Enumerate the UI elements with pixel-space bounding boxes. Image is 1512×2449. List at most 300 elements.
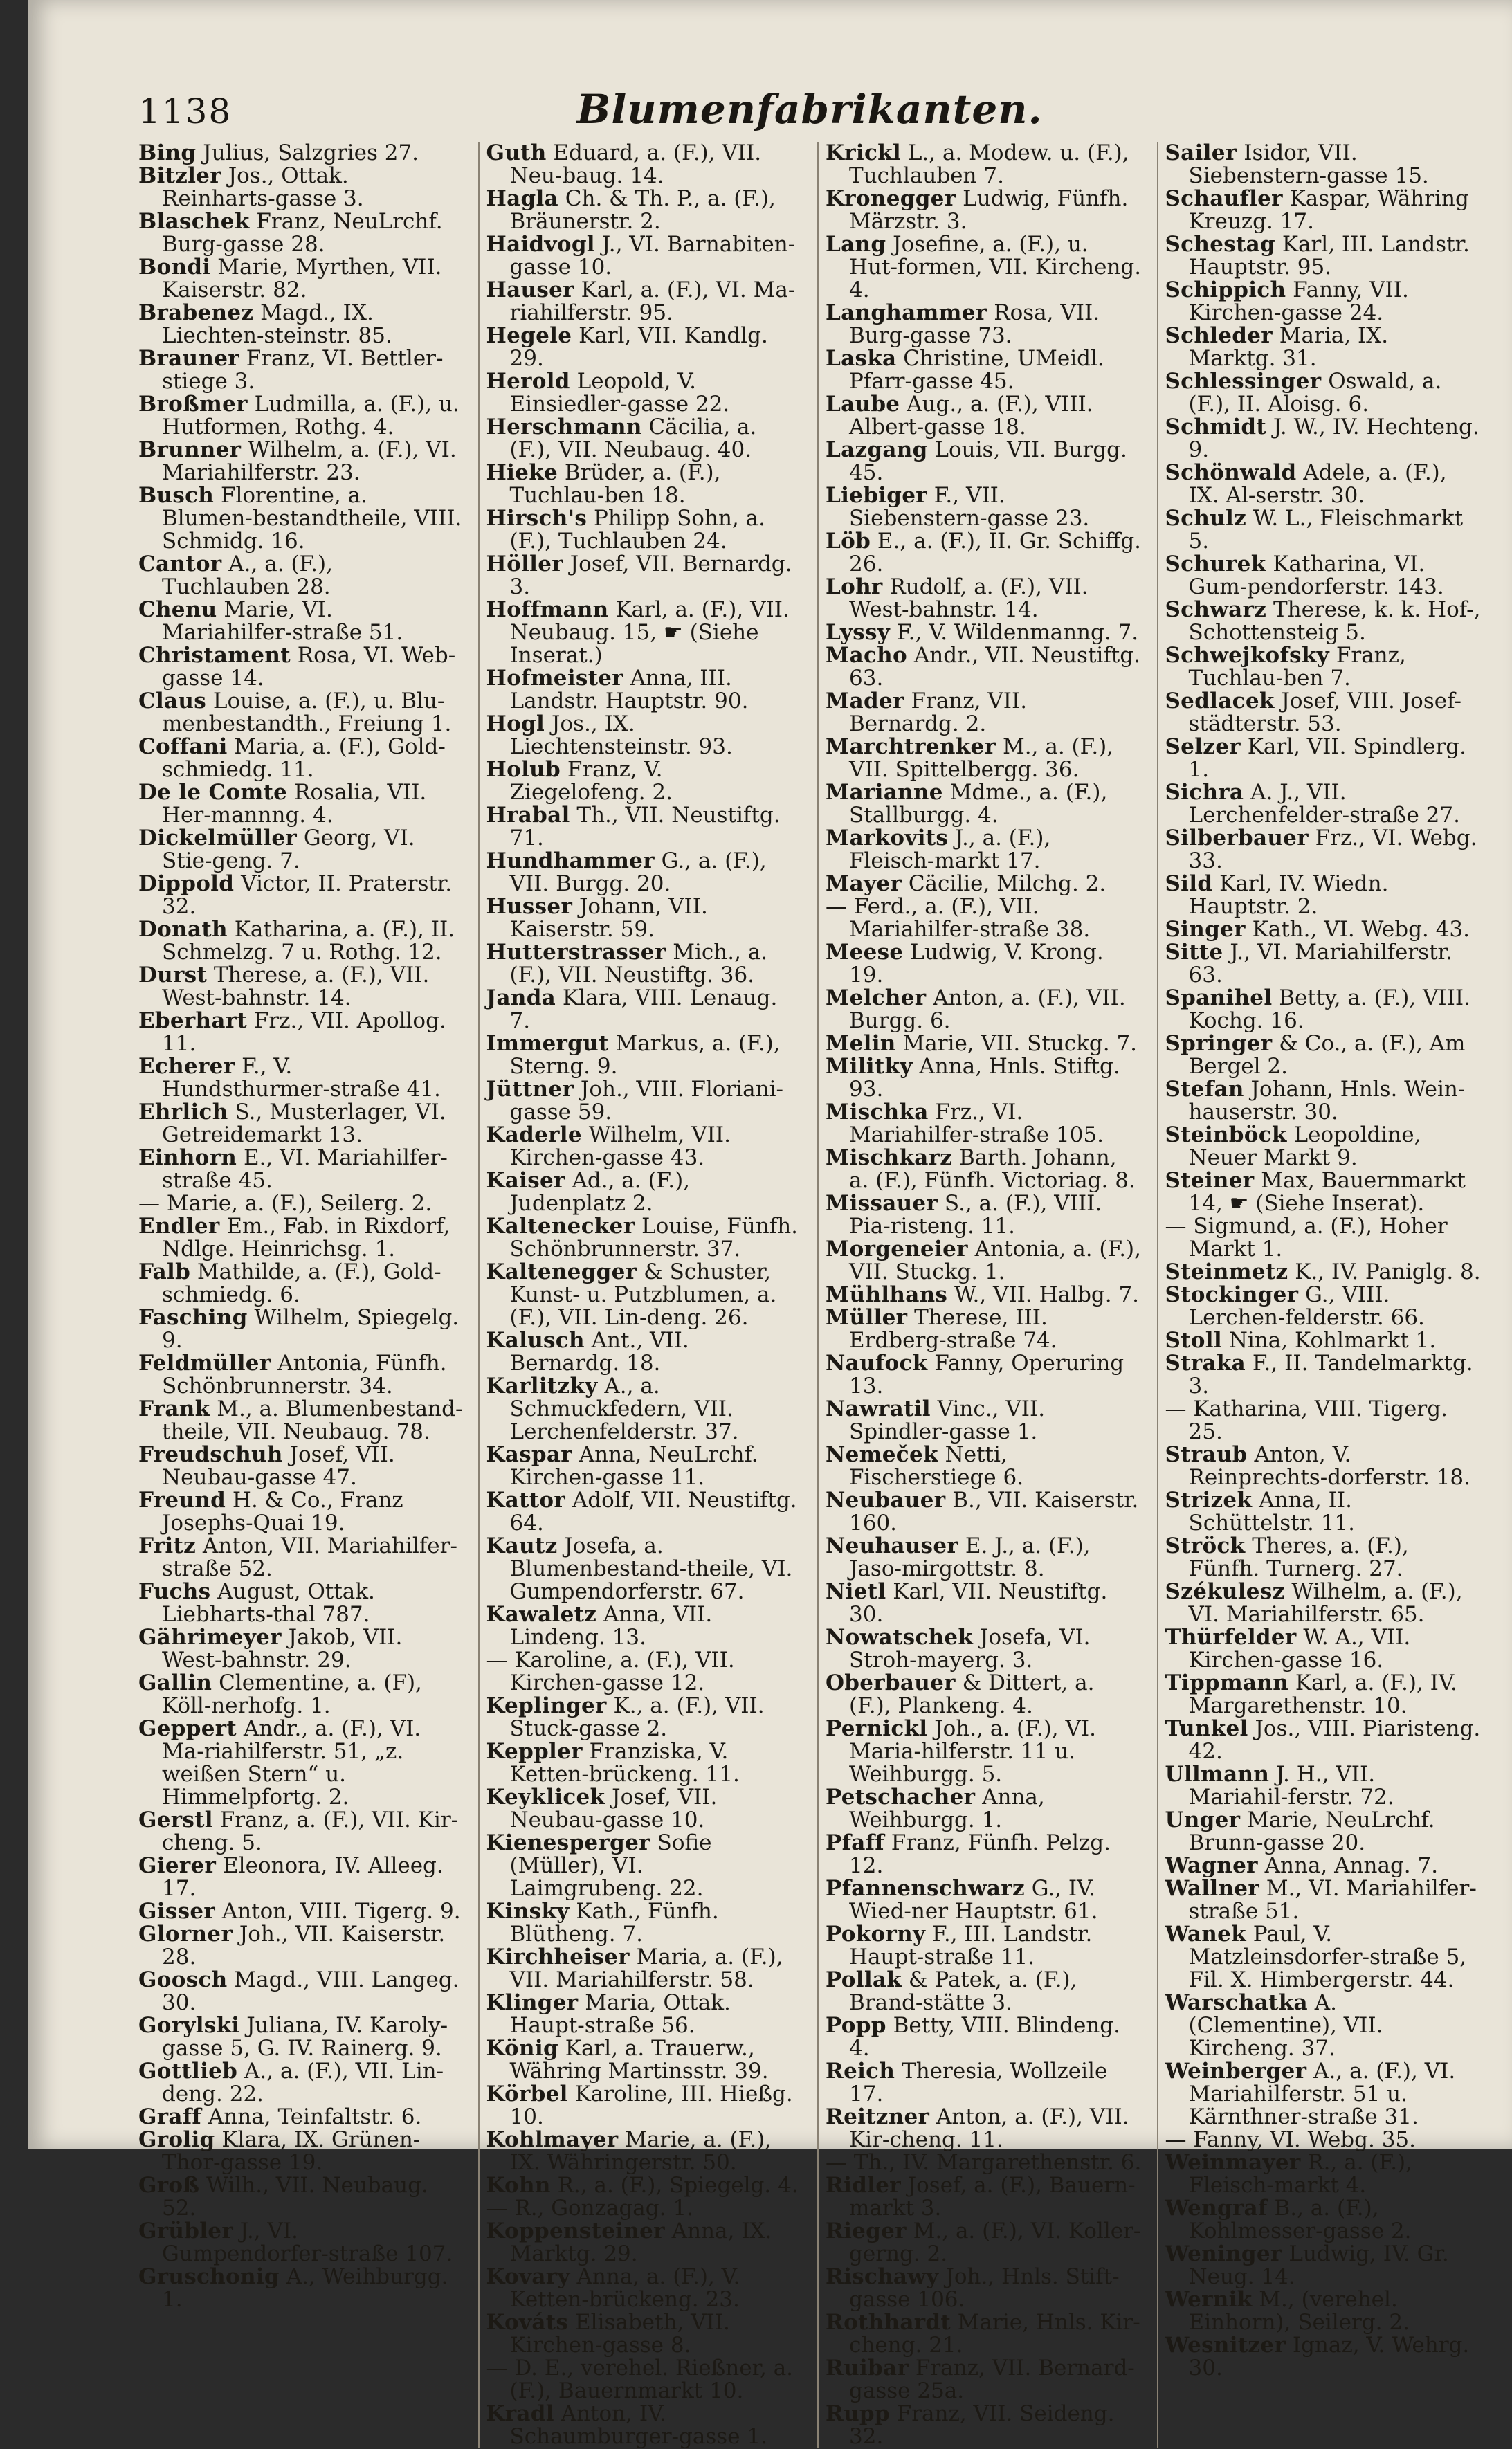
entry-name: Hegele [486,323,572,348]
book-page [28,0,1512,2449]
entry-name: Husser [486,894,573,919]
directory-entry [1165,1169,1482,1215]
directory-entry [138,1809,463,1855]
entry-details: Josefine, a. (F.), u. Hut-formen, VII. Kircheng. 4. [849,232,1142,302]
entry-name: Langhammer [826,300,987,325]
directory-entry [1165,1877,1482,1923]
entry-details: & Dittert, a. (F.), Plankeng. 4. [849,1670,1095,1718]
entry-name: Kinsky [486,1899,570,1924]
entry-name: Kienesperger [486,1830,650,1855]
directory-entry [826,2174,1142,2220]
entry-name: Petschacher [826,1785,976,1810]
entry-details: M., (verehel. Einhorn), Seilerg. 2. [1188,2287,1410,2335]
entry-details: Anna, Teinfaltstr. 6. [201,2104,422,2129]
entry-name: Weninger [1165,2241,1282,2266]
entry-details: W., VII. Halbg. 7. [947,1282,1140,1307]
entry-name: Dippold [138,871,235,896]
entry-details: Rosalia, VII. Her-mannng. 4. [162,780,427,828]
entry-details: Sofie (Müller), VI. Laimgrubeng. 22. [509,1830,712,1901]
entry-details: Therese, k. k. Hof-, Schottensteig 5. [1188,597,1481,645]
entry-details: Anna, III. Landstr. Hauptstr. 90. [509,666,749,713]
directory-entry [138,1489,463,1535]
entry-name: Pernickl [826,1716,928,1741]
directory-entry [486,2197,803,2220]
entry-name: Ehrlich [138,1100,228,1125]
directory-entry [138,2220,463,2266]
entry-name: Haidvogl [486,232,595,257]
entry-details: Anton, V. Reinprechts-dorferstr. 18. [1188,1442,1470,1490]
directory-entry [1165,1261,1482,1284]
entry-name: Kaiser [486,1168,565,1193]
directory-entry [486,667,803,713]
entry-name: Kaspar [486,1442,572,1467]
directory-entry [1165,644,1482,690]
entry-name: Wanek [1165,1922,1246,1947]
entry-name: Holub [486,757,561,782]
entry-name: Ullmann [1165,1762,1270,1787]
entry-details: — Katharina, VIII. Tigerg. 25. [1165,1396,1448,1444]
entry-details: J., VI. Mariahilferstr. 63. [1188,940,1452,987]
entry-name: Mader [826,689,904,713]
entry-name: Hutterstrasser [486,940,666,965]
entry-details: K., a. (F.), VII. Stuck-gasse 2. [509,1693,765,1741]
entry-details: Franz, VII. Bernard-gasse 25a. [849,2356,1135,2403]
entry-name: Pfaff [826,1830,884,1855]
entry-details: Juliana, IV. Karoly-gasse 5, G. IV. Rainerg. 9. [162,2013,448,2061]
entry-details: Louise, a. (F.), u. Blu-menbestandth., Freiung 1. [162,689,452,736]
directory-entry [138,2174,463,2220]
entry-name: Busch [138,483,215,508]
page-title: Blumenfabrikanten. [576,86,1043,133]
directory-entry [138,1192,463,1215]
entry-name: Freudschuh [138,1442,283,1467]
entry-name: Székulesz [1165,1579,1285,1604]
entry-name: Weinmayer [1165,2150,1301,2175]
directory-entry [138,827,463,873]
directory-entry [1165,1329,1482,1352]
entry-details: G., IV. Wied-ner Hauptstr. 61. [849,1876,1098,1924]
entry-details: A. (Clementine), VII. Kircheng. 37. [1188,1990,1383,2061]
directory-entry [826,1307,1142,1352]
directory-entry [486,370,803,416]
entry-name: Lyssy [826,620,891,645]
entry-details: Kath., VI. Webg. 43. [1245,917,1470,942]
directory-entry [138,1101,463,1147]
entry-details: — D. E., verehel. Rießner, a. (F.), Bauernmarkt 10. [486,2356,794,2403]
directory-entry [138,644,463,690]
entry-name: Warschatka [1165,1990,1308,2015]
directory-entry [138,1626,463,1672]
directory-entry [1165,142,1482,188]
directory-entry [138,393,463,439]
entry-details: — Karoline, a. (F.), VII. Kirchen-gasse 12. [486,1648,735,1695]
directory-entry [826,736,1142,781]
directory-entry [486,2403,803,2448]
entry-name: Einhorn [138,1145,237,1170]
directory-entry [826,530,1142,576]
directory-entry [486,2129,803,2174]
directory-entry [138,1055,463,1101]
entry-details: Jakob, VII. West-bahnstr. 29. [162,1625,403,1673]
entry-name: Melin [826,1031,896,1056]
entry-name: Hirsch's [486,506,588,531]
entry-details: Frz., VII. Apollog. 11. [162,1008,446,1056]
entry-name: Spanihel [1165,985,1273,1010]
entry-details: Franz, NeuLrchf. Burg-gasse 28. [162,209,443,257]
entry-name: Frank [138,1396,210,1421]
entry-details: A., a. (F.), VI. Mariahilferstr. 51 u. Kärnthner-straße 31. [1188,2059,1456,2129]
entry-name: Löb [826,529,871,554]
entry-details: Anton, VIII. Tigerg. 9. [215,1899,461,1924]
entry-details: Josefa, VI. Stroh-mayerg. 3. [849,1625,1091,1673]
directory-entry [1165,1398,1482,1444]
entry-details: S., Musterlager, VI. Getreidemarkt 13. [162,1100,446,1147]
entry-name: Pollak [826,1967,902,1992]
directory-entry [1165,1078,1482,1124]
entry-name: Kohn [486,2173,551,2198]
directory-entry [826,1055,1142,1101]
entry-name: Strizek [1165,1488,1253,1513]
entry-name: Kaltenecker [486,1214,635,1239]
directory-entry [826,1581,1142,1626]
entry-name: Krickl [826,140,901,165]
entry-details: & Co., a. (F.), Am Bergel 2. [1188,1031,1466,1079]
entry-name: Geppert [138,1716,237,1741]
directory-entry [138,1398,463,1444]
entry-name: Schönwald [1165,460,1297,485]
entry-details: F., V. Wildenmanng. 7. [890,620,1139,645]
entry-name: Rischawy [826,2264,939,2289]
entry-name: Glorner [138,1922,233,1947]
entry-details: Anna, Hnls. Stiftg. 93. [849,1054,1120,1102]
entry-details: Leopoldine, Neuer Markt 9. [1188,1122,1421,1170]
directory-entry [826,2403,1142,2448]
entry-details: M., VI. Mariahilfer-straße 51. [1188,1876,1477,1924]
entry-details: Josef, VII. Neubau-gasse 47. [162,1442,395,1490]
entry-details: Rosa, VII. Burg-gasse 73. [849,300,1100,348]
entry-details: Marie, Myrthen, VII. Kaiserstr. 82. [162,255,442,302]
entry-details: Johann, VII. Kaiserstr. 59. [509,894,708,942]
entry-name: Ridler [826,2173,901,2198]
entry-name: Schippich [1165,277,1286,302]
entry-name: Ströck [1165,1533,1246,1558]
entry-details: — Fanny, VI. Webg. 35. [1165,2127,1416,2152]
entry-name: Tunkel [1165,1716,1248,1741]
entry-name: Neuhauser [826,1533,958,1558]
directory-entry [826,1672,1142,1718]
directory-entry [826,393,1142,439]
entry-details: Ignaz, V. Wehrg. 30. [1188,2333,1470,2380]
entry-name: Christament [138,643,291,668]
directory-entry [486,553,803,599]
directory-entry [486,1832,803,1900]
page-header [138,82,1481,144]
entry-name: Koppensteiner [486,2219,665,2243]
directory-entry [486,1992,803,2037]
entry-name: Schurek [1165,552,1266,576]
directory-entry [138,1672,463,1718]
entry-name: Müller [826,1305,908,1330]
directory-entry [486,2311,803,2357]
directory-entry [486,2083,803,2129]
entry-name: Mischkarz [826,1145,953,1170]
entry-name: Rothhardt [826,2310,951,2335]
entry-name: Gerstl [138,1808,213,1832]
entry-details: M., a. (F.), VI. Koller-gerng. 2. [849,2219,1141,2266]
entry-name: Wengraf [1165,2196,1268,2221]
entry-name: Oberbauer [826,1670,956,1695]
entry-details: Theresia, Wollzeile 17. [849,2059,1108,2106]
directory-entry [1165,918,1482,941]
entry-name: Keppler [486,1739,583,1764]
entry-details: J. W., IV. Hechteng. 9. [1188,415,1479,462]
entry-name: Hundhammer [486,848,655,873]
entry-name: Coffani [138,734,228,759]
directory-entry [138,1718,463,1809]
entry-name: Bondi [138,255,211,280]
directory-entry [486,1078,803,1124]
entry-name: Silberbauer [1165,826,1309,850]
directory-entry [826,302,1142,347]
entry-details: Klara, IX. Grünen-Thor-gasse 19. [162,2127,421,2175]
entry-name: Keplinger [486,1693,607,1718]
directory-entry [1165,2060,1482,2129]
directory-entry [486,599,803,667]
directory-entry [1165,1581,1482,1626]
directory-entry [826,941,1142,987]
entry-name: Liebiger [826,483,927,508]
entry-name: Lazgang [826,437,928,462]
entry-name: Militky [826,1054,913,1079]
entry-name: Hrabal [486,803,570,828]
directory-entry [826,1923,1142,1969]
entry-details: F., III. Landstr. Haupt-straße 11. [849,1922,1093,1969]
entry-details: Fanny, VII. Kirchen-gasse 24. [1188,277,1409,325]
directory-entry [486,279,803,325]
entry-details: Marie, VI. Mariahilfer-straße 51. [162,597,403,645]
entry-details: Anton, a. (F.), VII. Burgg. 6. [849,985,1126,1033]
directory-entry [1165,2334,1482,2380]
directory-entry [1165,507,1482,553]
entry-details: A., a. (F.), VII. Lin-deng. 22. [162,2059,444,2106]
entry-name: Stoll [1165,1328,1222,1353]
entry-details: Josef, VII. Neubau-gasse 10. [509,1785,718,1832]
directory-entry [138,1147,463,1192]
entry-name: Stefan [1165,1077,1244,1102]
entry-details: Nina, Kohlmarkt 1. [1221,1328,1437,1353]
directory-entry [826,1284,1142,1307]
entry-details: Klara, VIII. Lenaug. 7. [509,985,778,1033]
entry-details: Eduard, a. (F.), VII. Neu-baug. 14. [509,140,762,188]
entry-details: Magd., IX. Liechten-steinstr. 85. [162,300,392,348]
entry-name: Schleder [1165,323,1273,348]
entry-name: Eberhart [138,1008,248,1033]
entry-name: Reitzner [826,2104,930,2129]
entry-details: Franz, V. Ziegelofeng. 2. [509,757,673,805]
entry-details: Ant., VII. Bernardg. 18. [509,1328,689,1376]
entry-details: — Marie, a. (F.), Seilerg. 2. [138,1191,432,1216]
entry-details: Andr., a. (F.), VI. Ma-riahilferstr. 51, „z. weißen Stern“ u. Himmelpfortg. 2. [162,1716,421,1810]
entry-name: Brunner [138,437,242,462]
entry-name: Selzer [1165,734,1241,759]
directory-entry [1165,1718,1482,1763]
directory-entry [138,553,463,599]
entry-name: Falb [138,1259,191,1284]
directory-entry [486,1169,803,1215]
entry-name: Mühlhans [826,1282,948,1307]
directory-entry [138,142,463,165]
entry-details: Betty, a. (F.), VIII. Kochg. 16. [1188,985,1471,1033]
entry-name: Kautz [486,1533,558,1558]
directory-entry [826,1718,1142,1786]
entry-details: J., VI. Barnabiten-gasse 10. [509,232,796,280]
entry-details: Anna, VII. Lindeng. 13. [509,1602,713,1650]
directory-entry [1165,1215,1482,1261]
directory-entry [486,1900,803,1946]
entry-name: Blaschek [138,209,250,234]
directory-entry [826,188,1142,233]
entry-details: Andr., VII. Neustiftg. 63. [849,643,1140,691]
entry-details: Franz, VII. Seideng. 32. [849,2401,1115,2449]
entry-details: Anna, IX. Marktg. 29. [509,2219,772,2266]
entry-details: L., a. Modew. u. (F.), Tuchlauben 7. [849,140,1129,188]
entry-details: Karl, a. Trauerw., Währing Martinsstr. 39. [509,2036,769,2084]
entry-details: Eleonora, IV. Alleeg. 17. [162,1853,444,1901]
directory-columns [138,140,1481,2449]
entry-details: G., a. (F.), VII. Burgg. 20. [509,848,767,896]
directory-entry [826,2357,1142,2403]
entry-details: Wilhelm, Spiegelg. 9. [162,1305,459,1353]
directory-entry [486,2174,803,2197]
entry-name: Kawaletz [486,1602,597,1627]
directory-entry [826,576,1142,621]
entry-details: Josefa, a. Blumenbestand-theile, VI. Gumpendorferstr. 67. [509,1533,793,1604]
directory-entry [486,1946,803,1992]
directory-entry [826,644,1142,690]
directory-entry [826,1192,1142,1238]
entry-details: Florentine, a. Blumen-bestandtheile, VIII. Schmidg. 16. [162,483,462,554]
directory-entry [138,2014,463,2060]
entry-details: Rudolf, a. (F.), VII. West-bahnstr. 14. [849,574,1089,622]
directory-entry [826,895,1142,941]
directory-column-3 [817,142,1142,2448]
entry-name: Guth [486,140,547,165]
entry-name: Naufock [826,1351,928,1376]
entry-details: A., Weihburgg. 1. [162,2264,448,2312]
entry-details: Leopold, V. Einsiedler-gasse 22. [509,369,730,417]
entry-name: Nietl [826,1579,886,1604]
entry-details: Ludmilla, a. (F.), u. Hutformen, Rothg. 4. [162,392,459,439]
directory-entry [486,1649,803,1695]
directory-entry [138,1900,463,1923]
entry-details: Wilhelm, a. (F.), VI. Mariahilferstr. 23. [162,437,457,485]
entry-name: Melcher [826,985,927,1010]
entry-details: Franz, VI. Bettler-stiege 3. [162,346,444,394]
directory-entry [1165,2288,1482,2334]
entry-name: Graff [138,2104,202,2129]
directory-entry [138,210,463,256]
entry-name: Sitte [1165,940,1223,965]
directory-entry [826,1969,1142,2014]
entry-name: Straka [1165,1351,1246,1376]
directory-entry [826,2151,1142,2174]
entry-details: J. H., VII. Mariahil-ferstr. 72. [1188,1762,1394,1810]
page-number: 1138 [138,91,233,131]
entry-name: Herschmann [486,415,642,439]
directory-entry [1165,1535,1482,1581]
entry-details: F., II. Tandelmarktg. 3. [1188,1351,1473,1399]
directory-entry [1165,2129,1482,2151]
directory-entry [826,781,1142,827]
entry-name: Endler [138,1214,220,1239]
entry-name: Herold [486,369,570,394]
entry-details: Barth. Johann, a. (F.), Fünfh. Victoriag. 8. [849,1145,1136,1193]
entry-details: Anna, a. (F.), V. Ketten-brückeng. 23. [509,2264,740,2312]
directory-entry [486,713,803,758]
entry-details: Netti, Fischerstiege 6. [849,1442,1024,1490]
entry-name: Ruibar [826,2356,909,2380]
directory-entry [486,804,803,850]
entry-name: Markovits [826,826,949,850]
entry-details: Th., VII. Neustiftg. 71. [509,803,781,850]
directory-entry [1165,690,1482,736]
directory-entry [1165,1284,1482,1329]
entry-details: Anna, NeuLrchf. Kirchen-gasse 11. [509,1442,758,1490]
entry-details: Anton, a. (F.), VII. Kir-cheng. 11. [849,2104,1129,2152]
entry-name: Kaderle [486,1122,582,1147]
entry-details: Anna, Annag. 7. [1257,1853,1439,1878]
entry-details: Isidor, VII. Siebenstern-gasse 15. [1188,140,1429,188]
entry-name: Gisser [138,1899,216,1924]
entry-name: Fritz [138,1533,196,1558]
directory-entry [138,2106,463,2129]
entry-name: Missauer [826,1191,938,1216]
entry-details: Franz, VII. Bernardg. 2. [849,689,1028,736]
entry-details: Johann, Hnls. Wein-hauserstr. 30. [1188,1077,1466,1125]
entry-details: Karoline, III. Hießg. 10. [509,2082,793,2129]
entry-details: Cäcilia, a. (F.), VII. Neubaug. 40. [509,415,757,462]
directory-entry [486,1489,803,1535]
directory-entry [826,690,1142,736]
entry-details: Georg, VI. Stie-geng. 7. [162,826,415,873]
entry-details: B., a. (F.), Kohlmesser-gasse 2. [1188,2196,1412,2243]
entry-details: Josef, a. (F.), Bauern-markt 3. [849,2173,1136,2221]
entry-details: — R., Gonzagag. 1. [486,2196,693,2221]
entry-details: W. A., VII. Kirchen-gasse 16. [1188,1625,1411,1673]
entry-details: Joh., VIII. Floriani-gasse 59. [509,1077,784,1125]
directory-entry [1165,1444,1482,1489]
entry-name: Wagner [1165,1853,1258,1878]
directory-entry [826,233,1142,302]
entry-name: Bitzler [138,163,221,188]
directory-entry [486,1032,803,1078]
entry-name: Weinberger [1165,2059,1307,2084]
entry-details: — Th., IV. Margarethenstr. 6. [826,2150,1142,2175]
directory-entry [486,1535,803,1603]
directory-entry [826,2220,1142,2266]
directory-entry [1165,736,1482,781]
entry-name: Kattor [486,1488,565,1513]
directory-entry [826,142,1142,188]
directory-entry [1165,2243,1482,2288]
directory-entry [1165,1672,1482,1718]
directory-entry [826,347,1142,393]
entry-name: Gruschonig [138,2264,280,2289]
directory-entry [138,918,463,964]
entry-name: Hauser [486,277,574,302]
entry-details: Aug., a. (F.), VIII. Albert-gasse 18. [849,392,1093,439]
entry-details: Karl, III. Landstr. Hauptstr. 95. [1188,232,1470,280]
